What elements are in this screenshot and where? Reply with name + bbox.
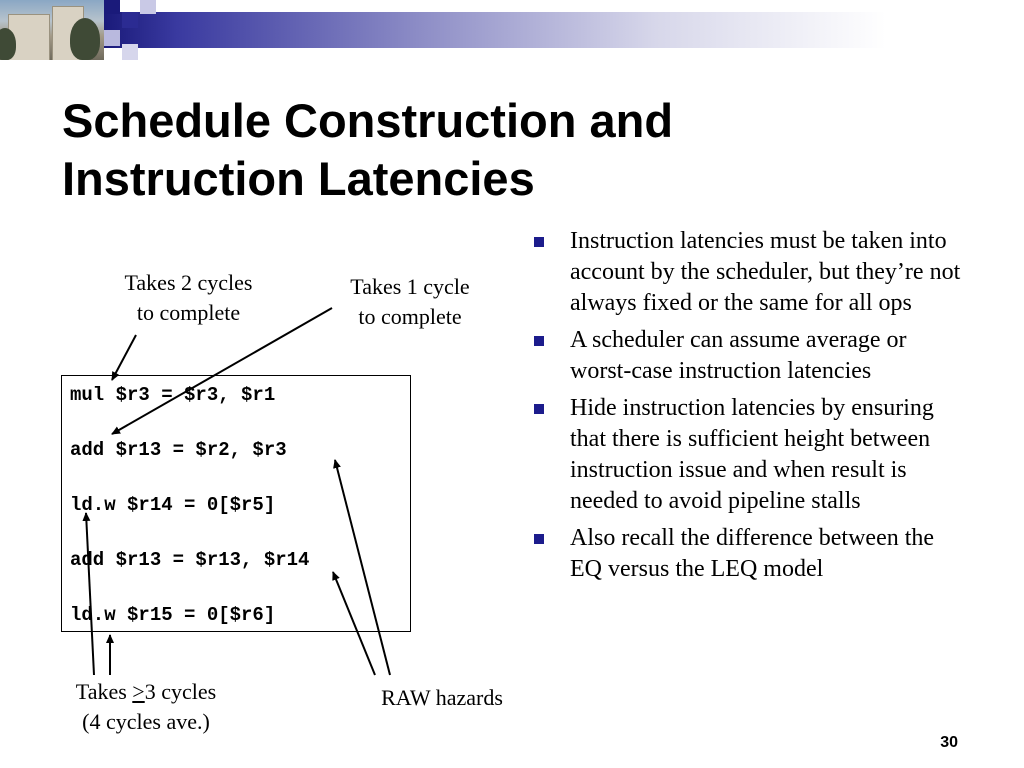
annotation-text: (4 cycles ave.) [82, 709, 210, 734]
annotation-text: to complete [136, 300, 241, 325]
bullet-text: Also recall the difference between the EQ versus the LEQ model [570, 525, 935, 582]
greater-equal-sign: > [132, 679, 145, 704]
annotation-text: to complete [358, 304, 462, 329]
arrow-to-ld-r14 [86, 513, 94, 675]
arrow-raw-r14 [333, 572, 375, 675]
annotation-prefix: Takes [75, 679, 133, 704]
annotation-raw-hazards: RAW hazards [381, 685, 503, 710]
annotation-text: Takes 2 cycles [124, 270, 253, 295]
bullet-text: Hide instruction latencies by ensuring that there is sufficient height between instruction issue and when result is needed to avoid pipeline stalls [570, 395, 934, 514]
code-line: add $r13 = $r2, $r3 [70, 439, 287, 461]
arrow-to-add [112, 308, 332, 434]
title-line-1: Schedule Construction and [62, 94, 674, 147]
code-line: mul $r3 = $r3, $r1 [70, 384, 276, 406]
annotation-suffix: 3 cycles [144, 679, 217, 704]
page-number: 30 [940, 734, 958, 751]
title-line-2: Instruction Latencies [62, 152, 535, 205]
code-line: add $r13 = $r13, $r14 [70, 549, 310, 571]
arrow-to-mul [112, 335, 136, 380]
bullet-text: Instruction latencies must be taken into account by the scheduler, but they’re not always fixed or the same for all ops [570, 228, 961, 316]
code-line: ld.w $r15 = 0[$r6] [70, 604, 276, 626]
bullet-text: A scheduler can assume average or worst-case instruction latencies [570, 327, 907, 384]
code-line: ld.w $r14 = 0[$r5] [70, 494, 276, 516]
annotation-text: Takes 1 cycle [350, 274, 470, 299]
